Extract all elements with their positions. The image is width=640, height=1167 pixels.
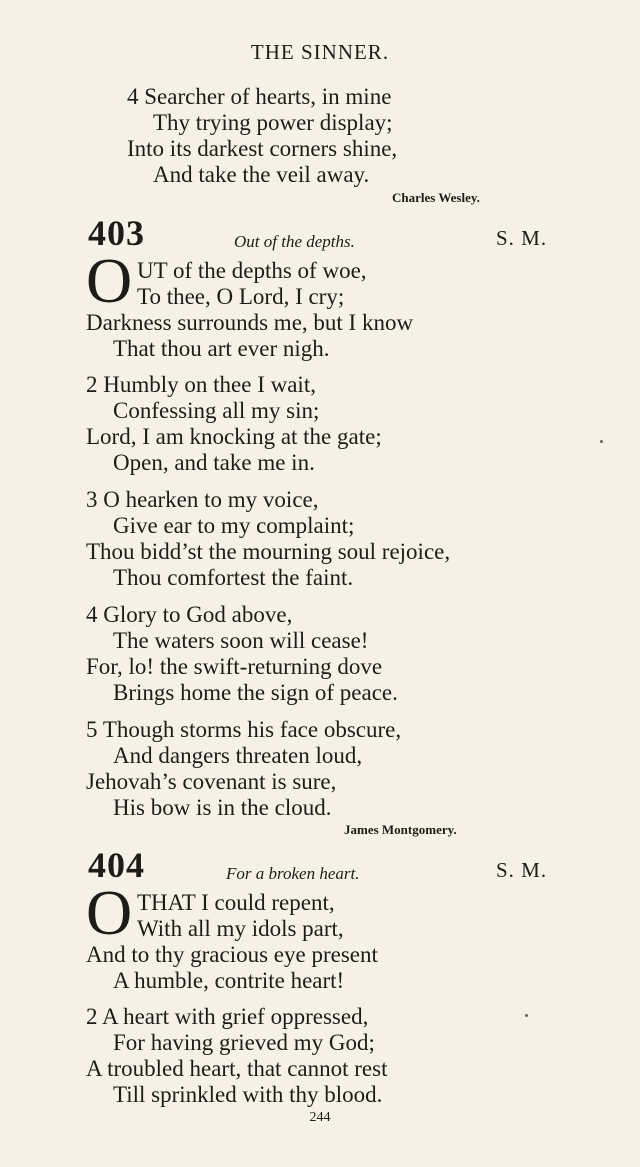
- verse-line: For having grieved my God;: [113, 1030, 375, 1055]
- verse-line: Darkness surrounds me, but I know: [86, 310, 414, 335]
- verse-line: To thee, O Lord, I cry;: [137, 284, 345, 309]
- drop-cap: O: [86, 877, 133, 948]
- hymn-meter: S. M.: [496, 858, 548, 882]
- hymn-number: 403: [88, 213, 145, 253]
- verse-line: His bow is in the cloud.: [113, 795, 332, 820]
- verse-line: The waters soon will cease!: [113, 628, 369, 653]
- verse-line: 2 Humbly on thee I wait,: [86, 372, 316, 397]
- page-header: THE SINNER.: [250, 40, 390, 64]
- verse-line: And to thy gracious eye present: [86, 942, 378, 967]
- hymn-title: Out of the depths.: [234, 232, 355, 251]
- paper-speck: [600, 440, 603, 443]
- page-number: 244: [309, 1110, 331, 1125]
- author-credit: Charles Wesley.: [392, 190, 480, 205]
- verse-line: Thy trying power display;: [153, 110, 393, 135]
- verse-line: Into its darkest corners shine,: [127, 136, 398, 161]
- verse-line: 4 Glory to God above,: [86, 602, 293, 627]
- verse-line: A humble, contrite heart!: [113, 968, 345, 993]
- verse-line: UT of the depths of woe,: [137, 258, 367, 283]
- verse-line: 3 O hearken to my voice,: [86, 487, 319, 512]
- author-credit: James Montgomery.: [344, 822, 457, 837]
- verse-line: 4 Searcher of hearts, in mine: [127, 84, 392, 109]
- verse-line: Confessing all my sin;: [113, 398, 320, 423]
- verse-line: Till sprinkled with thy blood.: [113, 1082, 383, 1107]
- paper-speck: [525, 1014, 528, 1017]
- verse-line: 5 Though storms his face obscure,: [86, 717, 402, 742]
- verse-line: That thou art ever nigh.: [113, 336, 330, 361]
- verse-line: THAT I could repent,: [137, 890, 335, 915]
- verse-line: For, lo! the swift-returning dove: [86, 654, 383, 679]
- hymn-meter: S. M.: [496, 226, 548, 250]
- verse-line: Open, and take me in.: [113, 450, 315, 475]
- verse-line: A troubled heart, that cannot rest: [86, 1056, 388, 1081]
- drop-cap: O: [86, 245, 133, 316]
- verse-line: 2 A heart with grief oppressed,: [86, 1004, 369, 1029]
- verse-line: And dangers threaten loud,: [113, 743, 363, 768]
- hymn-number: 404: [88, 845, 145, 885]
- verse-line: And take the veil away.: [153, 162, 370, 187]
- verse-line: Brings home the sign of peace.: [113, 680, 398, 705]
- verse-line: Lord, I am knocking at the gate;: [86, 424, 382, 449]
- verse-line: Jehovah’s covenant is sure,: [86, 769, 337, 794]
- verse-line: Thou bidd’st the mourning soul rejoice,: [86, 539, 451, 564]
- verse-line: Give ear to my complaint;: [113, 513, 355, 538]
- verse-line: Thou comfortest the faint.: [113, 565, 354, 590]
- verse-line: With all my idols part,: [137, 916, 344, 941]
- hymn-title: For a broken heart.: [226, 864, 360, 883]
